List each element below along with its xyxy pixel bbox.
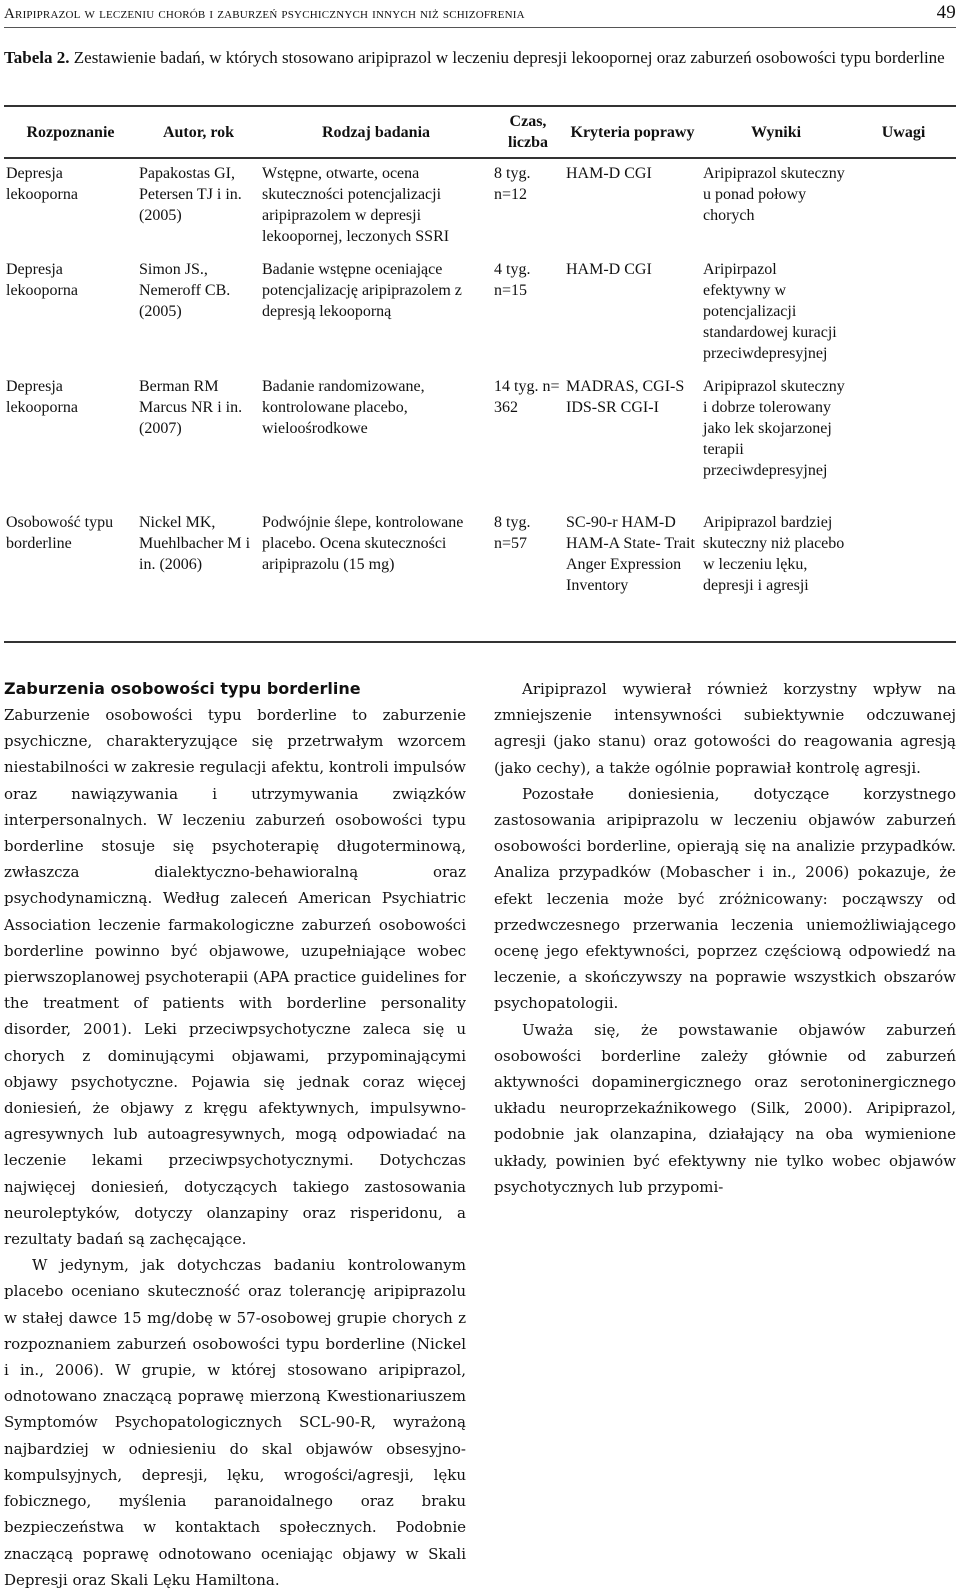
- paragraph: Zaburzenie osobowości typu borderline to zaburzenie psychiczne, charakteryzujące się przetrwałym wzorcem niestabilności w zakresie regulacji afektu, kontroli impulsów oraz nawiązywania i utrzymywania związków interpersonalnych. W leczeniu zaburzeń osobowości typu borderline stosuje się psychoterapię długoterminową, zwłaszcza dialektyczno-behawioralną oraz psychodynamiczną. Według zaleceń American Psychiatric Association leczenie farmakologiczne zaburzeń osobowości borderline powinno być objawowe, uzupełniające wobec pierwszoplanowej psychoterapii (APA practice guidelines for the treatment of patients with borderline personality disorder, 2001). Leki przeciwpsychotyczne zaleca się u chorych z dominującymi objawami, przypominającymi objawy psychotyczne. Pojawia się jednak coraz więcej doniesień, że objawy z kręgu afektywnych, impulsywno-agresywnych lub autoagresywnych, mogą odpowiadać na leczenie lekami przeciwpsychotycznymi. Dotychczas najwięcej doniesień, dotyczących takiego zastosowania neuroleptyków, dotyczy olanzapiny oraz risperidonu, a rezultaty badań są zachęcające.: [4, 706, 466, 1249]
- table-row: [4, 372, 956, 508]
- table-caption-text: Zestawienie badań, w których stosowano aripiprazol w leczeniu depresji lekoopornej oraz zaburzeń osobowości typu borderline: [73, 48, 945, 67]
- paragraph: W jedynym, jak dotychczas badaniu kontrolowanym placebo oceniano skuteczność oraz tolerancję aripiprazolu w stałej dawce 15 mg/dobę w 57-osobowej grupie chorych z rozpoznaniem zaburzeń osobowości typu borderline (Nickel i in., 2006). W grupie, w której stosowano aripiprazol, odnotowano znaczącą poprawę mierzoną Kwestionariuszem Symptomów Psychopatologicznych SCL-90-R, wyrażoną najbardziej w odniesieniu do skal objawów obsesyjno-kompulsyjnych, depresji, lęku, wrogości/agresji, lęku fobicznego, myślenia paranoidalnego oraz braku bezpieczeństwa w kontaktach społecznych. Podobnie znaczącą poprawę odnotowano oceniając objawy w Skali Depresji oraz Skali Lęku Hamiltona.: [4, 1256, 466, 1589]
- paragraph: Aripiprazol wywierał również korzystny wpływ na zmniejszenie intensywności subiektywnie odczuwanej agresji (jako stanu) oraz gotowości do reagowania agresją (jako cechy), a także ogólnie poprawiał kontrolę agresji.: [494, 680, 956, 777]
- cell-results: Aripiprazol skuteczny u ponad połowy chorych: [703, 165, 845, 224]
- page-number: 49: [936, 2, 956, 23]
- cell-study-type: Podwójnie ślepe, kontrolowane placebo. Ocena skuteczności aripiprazolu (15 mg): [262, 514, 464, 573]
- col-header-notes: Uwagi: [881, 123, 926, 141]
- cell-author: Berman RM Marcus NR i in. (2007): [139, 378, 243, 437]
- cell-criteria: SC-90-r HAM-D HAM-A State- Trait Anger Expression Inventory: [566, 514, 695, 594]
- cell-author: Nickel MK, Muehlbacher M i in. (2006): [139, 514, 251, 573]
- cell-criteria: HAM-D CGI: [566, 261, 652, 278]
- running-header: [4, 4, 956, 28]
- col-header-criteria: Kryteria poprawy: [570, 123, 695, 141]
- studies-table: [4, 105, 956, 643]
- cell-notes: [851, 372, 956, 508]
- cell-diagnosis: Depresja lekooporna: [6, 378, 78, 416]
- cell-author: Papakostas GI, Petersen TJ i in. (2005): [139, 165, 242, 224]
- table-header-row: [4, 106, 956, 158]
- table-caption: [4, 47, 956, 69]
- cell-duration: 8 tyg. n=12: [494, 165, 531, 203]
- col-header-diagnosis: Rozpoznanie: [26, 123, 115, 141]
- cell-results: Aripiprazol skuteczny i dobrze tolerowany jako lek skojarzonej terapii przeciwdepresyjnej: [703, 378, 845, 479]
- cell-study-type: Badanie wstępne oceniające potencjalizację aripiprazolem z depresją lekooporną: [262, 261, 462, 320]
- cell-diagnosis: Depresja lekooporna: [6, 165, 78, 203]
- table-caption-label: Tabela 2.: [4, 48, 70, 67]
- cell-notes: [851, 255, 956, 372]
- col-header-duration: Czas, liczba: [508, 113, 548, 151]
- cell-study-type: Wstępne, otwarte, ocena skuteczności potencjalizacji aripiprazolem w depresji lekoopornej, leczonych SSRI: [262, 165, 450, 245]
- cell-duration: 8 tyg. n=57: [494, 514, 531, 552]
- article-left-column: [4, 676, 466, 1593]
- cell-author: Simon JS., Nemeroff CB. (2005): [139, 261, 231, 320]
- running-title: Aripiprazol w leczeniu chorób i zaburzeń psychicznych innych niż schizofrenia: [4, 6, 525, 22]
- table-row: [4, 158, 956, 255]
- cell-notes: [851, 508, 956, 642]
- cell-study-type: Badanie randomizowane, kontrolowane placebo, wieloośrodkowe: [262, 378, 425, 437]
- cell-criteria: MADRAS, CGI-S IDS-SR CGI-I: [566, 378, 685, 416]
- cell-criteria: HAM-D CGI: [566, 165, 652, 182]
- section-heading: Zaburzenia osobowości typu borderline: [4, 679, 361, 698]
- cell-duration: 14 tyg. n= 362: [494, 378, 560, 416]
- paragraph: Uważa się, że powstawanie objawów zaburzeń osobowości borderline zależy głównie od zaburzeń aktywności dopaminergicznego oraz serotoninergicznego układu neuroprzekaźnikowego (Silk, 2000). Aripiprazol, podobnie jak olanzapina, działający na oba wymienione układy, powinien być efektywny nie tylko wobec objawów psychotycznych lub przypomi-: [494, 1020, 956, 1196]
- cell-results: Aripirpazol efektywny w potencjalizacji standardowej kuracji przeciwdepresyjnej: [703, 261, 837, 362]
- table-row: [4, 508, 956, 642]
- table-row: [4, 255, 956, 372]
- cell-notes: [851, 158, 956, 255]
- cell-diagnosis: Osobowość typu borderline: [6, 514, 114, 552]
- cell-results: Aripiprazol bardziej skuteczny niż placebo w leczeniu lęku, depresji i agresji: [703, 514, 845, 594]
- paragraph: Pozostałe doniesienia, dotyczące korzystnego zastosowania aripiprazolu w leczeniu objawów zaburzeń osobowości borderline, opierają się na analizie przypadków. Analiza przypadków (Mobascher i in., 2006) pokazuje, że efekt leczenia może być zróżnicowany: począwszy od przedwczesnego przerwania leczenia uniemożliwiającego ocenę jego efektywności, poprzez częściową odpowiedź na leczenie, a skończywszy na poprawie wszystkich obszarów psychopatologii.: [494, 784, 956, 1013]
- cell-duration: 4 tyg. n=15: [494, 261, 531, 299]
- col-header-author: Autor, rok: [162, 123, 235, 141]
- article-right-column: [494, 676, 956, 1200]
- col-header-results: Wyniki: [750, 123, 802, 141]
- cell-diagnosis: Depresja lekooporna: [6, 261, 78, 299]
- col-header-study-type: Rodzaj badania: [321, 123, 431, 141]
